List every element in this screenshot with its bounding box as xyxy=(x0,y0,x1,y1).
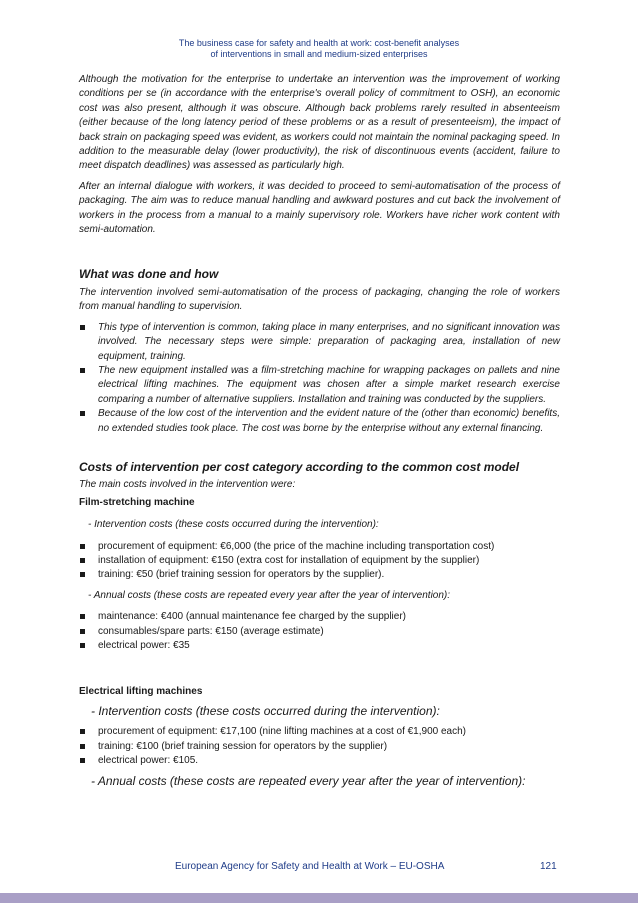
intro-paragraph: After an internal dialogue with workers, it was decided to proceed to semi-automatisation of the process of packaging. The aim was to reduce manual handling and awkward postures and cut back the involvement of workers in the process from a manual to a mainly supervisory role. Workers have richer work content with semi-automation. xyxy=(79,180,560,236)
list-item: installation of equipment: €150 (extra cost for installation of equipment by the supplier) xyxy=(79,554,560,568)
list-item: procurement of equipment: €17,100 (nine lifting machines at a cost of €1,900 each) xyxy=(79,725,560,739)
section-intro: The intervention involved semi-automatisation of the process of packaging, changing the role of workers from manual handling to supervision. xyxy=(79,286,560,313)
cost-category-label: - Intervention costs (these costs occurred during the intervention): xyxy=(91,703,440,718)
film-intervention-costs xyxy=(79,540,560,583)
list-item: The new equipment installed was a film-stretching machine for wrapping packages on pallets and nine electrical lifting machines. The equipment was chosen after a simple market research exercise comparing a number of alternative suppliers. Installation and training was conducted by the suppliers. xyxy=(79,364,560,407)
list-item: Because of the low cost of the intervention and the evident nature of the (other than economic) benefits, no extended studies took place. The cost was borne by the enterprise without any external financing. xyxy=(79,407,560,436)
page-number: 121 xyxy=(540,861,557,872)
list-item: procurement of equipment: €6,000 (the price of the machine including transportation cost) xyxy=(79,540,560,554)
lifting-intervention-costs xyxy=(79,725,560,768)
bottom-color-bar xyxy=(0,893,638,903)
section-title-costs: Costs of intervention per cost category according to the common cost model xyxy=(79,459,520,474)
list-item: training: €50 (brief training session for operators by the supplier). xyxy=(79,568,560,582)
list-item: electrical power: €105. xyxy=(79,754,560,768)
film-annual-costs xyxy=(79,610,560,653)
footer-text: European Agency for Safety and Health at Work – EU-OSHA xyxy=(175,861,445,872)
cost-category-label: - Annual costs (these costs are repeated every year after the year of intervention): xyxy=(88,589,451,601)
list-item: maintenance: €400 (annual maintenance fee charged by the supplier) xyxy=(79,610,560,624)
header-line-2: of interventions in small and medium-sized enterprises xyxy=(210,49,428,59)
header-line-1: The business case for safety and health at work: cost-benefit analyses xyxy=(178,38,460,48)
list-item: electrical power: €35 xyxy=(79,639,560,653)
page-body xyxy=(79,73,560,796)
cost-category-label: - Annual costs (these costs are repeated every year after the year of intervention): xyxy=(91,774,526,789)
list-item: This type of intervention is common, taking place in many enterprises, and no significant innovation was involved. The necessary steps were simple: preparation of packaging area, installation of new equipment, training. xyxy=(79,321,560,364)
section-title-what-was-done: What was done and how xyxy=(79,267,219,282)
list-item: consumables/spare parts: €150 (average estimate) xyxy=(79,625,560,639)
what-was-done-list xyxy=(79,321,560,436)
list-item: training: €100 (brief training session for operators by the supplier) xyxy=(79,740,560,754)
intro-paragraph: Although the motivation for the enterprise to undertake an intervention was the improvement of working conditions per se (in accordance with the enterprise's overall policy of commitment to OSH), an economic cost was also present, although it was obscure. Although back problems rarely resulted in absenteeism (either because of the long latency period of these problems or as a result of presenteeism), the impact of back strain on packaging speed was evident, as workers could not maintain the nominal packaging speed. In addition to the measurable delay (lower productivity), the risk of discontinuous events (accident, failure to meet dispatch deadlines) was assessed as particularly high. xyxy=(79,74,560,172)
section-intro: The main costs involved in the intervention were: xyxy=(79,479,296,491)
cost-category-label: - Intervention costs (these costs occurred during the intervention): xyxy=(88,519,379,531)
subsection-title-lifting: Electrical lifting machines xyxy=(79,686,203,698)
running-header xyxy=(0,38,638,60)
subsection-title-film: Film-stretching machine xyxy=(79,496,195,508)
